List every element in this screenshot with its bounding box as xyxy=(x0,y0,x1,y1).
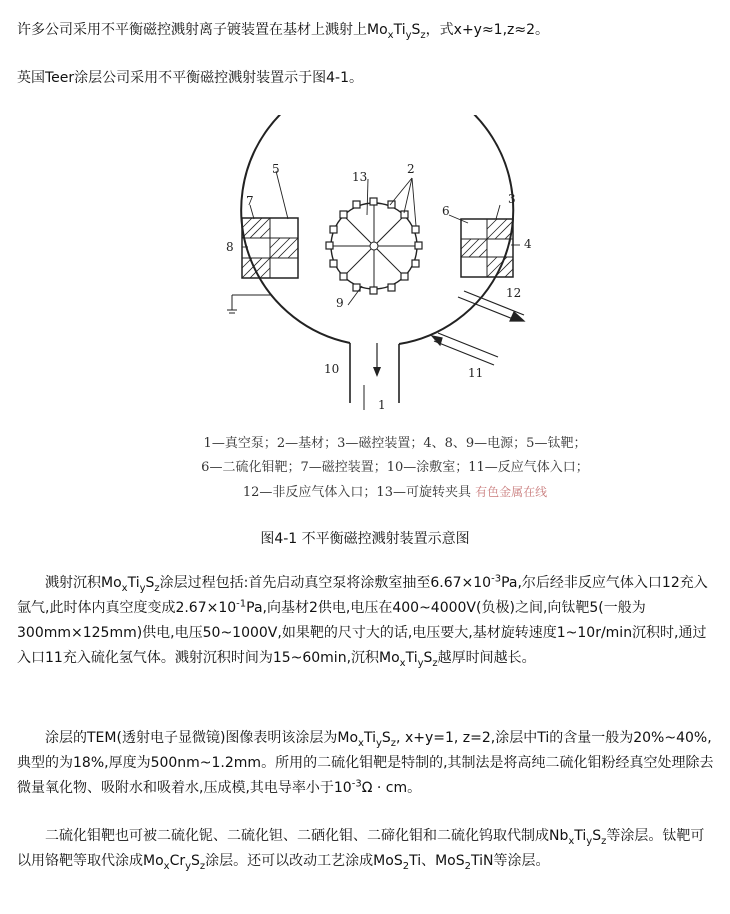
diagram-figure xyxy=(202,115,602,425)
label-11: 11 xyxy=(468,366,484,380)
paragraph-intro: 许多公司采用不平衡磁控溅射离子镀装置在基材上溅射上$Mo_xTi_yS_z$，式x+y≈1,z≈2。 xyxy=(17,22,550,41)
legend-line-1: 1—真空泵；2—基材；3—磁控装置；4、8、9—电源；5—钛靶； xyxy=(203,436,587,451)
paragraph-tem: 涂层的TEM(透射电子显微镜)图像表明该涂层为$Mo_xTi_yS_z$, x+y=1, z=2,涂层中Ti的含量一般为20%~40%,典型的为18%,厚度为500nm~1.2mm。所用的二硫化钼靶是特制的,其制法是将高纯二硫化钼粉经真空处理除去微量氧化物、吸附水和吸着水,压成模,其电导率小于$10^{-3}\Omega$ · cm。 xyxy=(17,730,714,796)
legend-line-3: 12—非反应气体入口；13—可旋转夹具 有色金属在线 xyxy=(242,485,548,500)
paragraph-alternatives: 二硫化钼靶也可被二硫化铌、二硫化钽、二硒化钼、二碲化钼和二硫化钨取代制成$Nb_xTi_yS_z$等涂层。钛靶可以用铬靶等取代涂成$Mo_xCr_yS_z$涂层。还可以改动工艺涂成MoS$_2$Ti、MoS$_2$TiN等涂层。 xyxy=(17,828,705,872)
label-2: 2 xyxy=(407,162,415,176)
paragraph-process: 溅射沉积$Mo_xTi_yS_z$涂层过程包括:首先启动真空泵将涂敷室抽至$6.67\times 10^{-3}Pa$,尔后经非反应气体入口12充入氩气,此时体内真空度变成$2.67\times 10^{-1}Pa$,向基材2供电,电压在400~4000V(负极)之间,向钛靶5(一般为300mm×125mm)供电,电压50~1000V,如果靶的尺寸大的话,电压要大,基材旋转速度1~10r/min沉积时,通过入口11充入硫化氢气体。溅射沉积时间为15~60min,沉积$Mo_xTi_yS_z$越厚时间越长。 xyxy=(17,573,708,669)
sputtering-apparatus-diagram xyxy=(202,115,602,425)
label-4: 4 xyxy=(524,237,532,251)
legend-line-2: 6—二硫化钼靶；7—磁控装置；10—涂敷室；11—反应气体入口； xyxy=(201,460,589,475)
watermark: 有色金属在线 xyxy=(475,485,548,499)
paragraph-figure-ref: 英国Teer涂层公司采用不平衡磁控溅射装置示于图4-1。 xyxy=(17,70,364,86)
label-8: 8 xyxy=(226,240,234,254)
label-7: 7 xyxy=(246,194,254,208)
chamber-wall xyxy=(241,115,513,344)
label-3: 3 xyxy=(508,192,516,206)
label-5: 5 xyxy=(272,162,280,176)
label-13: 13 xyxy=(352,170,368,184)
label-1: 1 xyxy=(378,398,386,412)
label-12: 12 xyxy=(506,286,522,300)
label-10: 10 xyxy=(324,362,340,376)
figure-legend xyxy=(160,432,630,505)
figure-title: 图4-1 不平衡磁控溅射装置示意图 xyxy=(260,531,470,547)
label-9: 9 xyxy=(336,296,344,310)
label-6: 6 xyxy=(442,204,450,218)
